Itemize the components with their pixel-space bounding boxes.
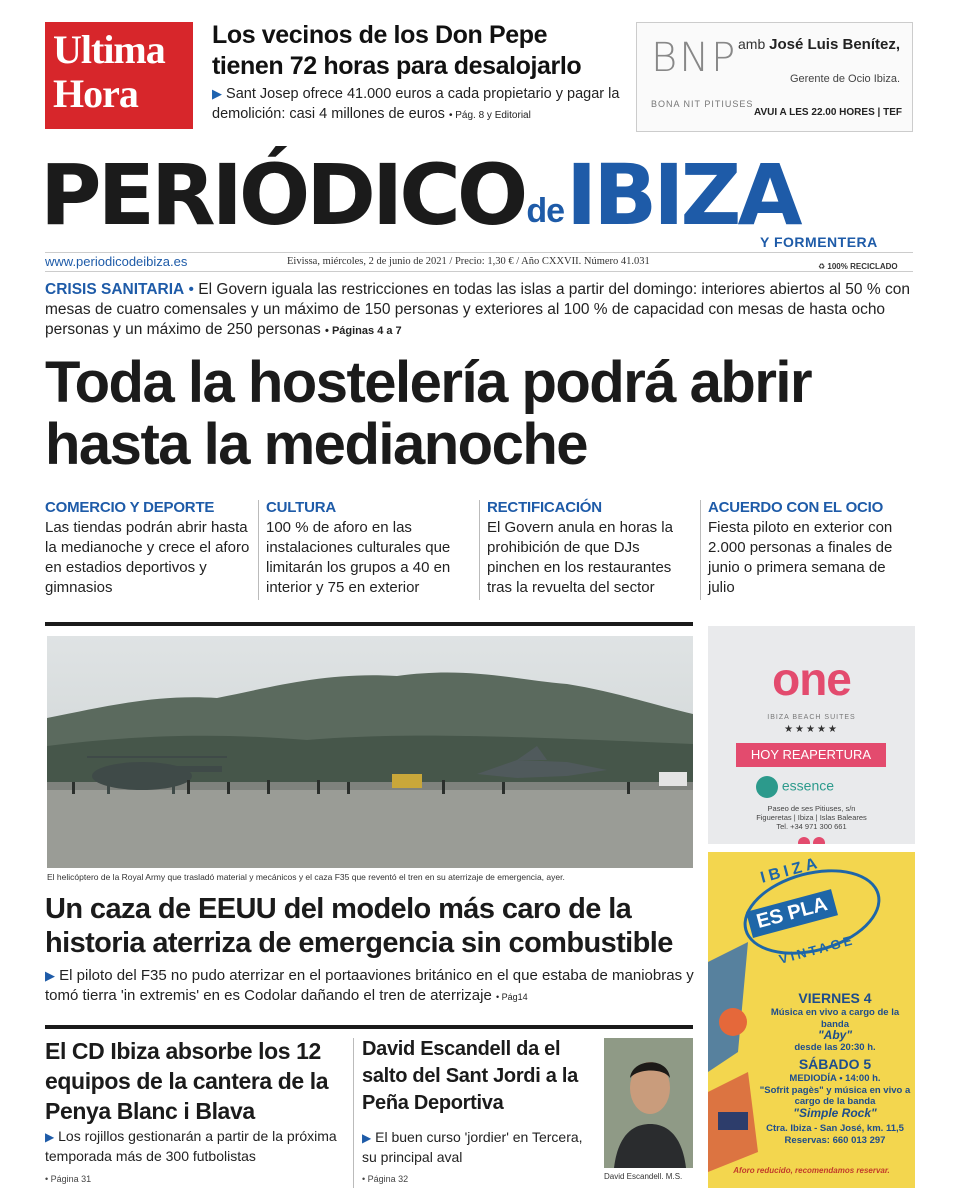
main-headline[interactable]: Toda la hostelería podrá abrir hasta la medianoche: [45, 350, 812, 477]
star-rating-icon: ★★★★★: [784, 724, 839, 735]
site-url-link[interactable]: www.periodicodeibiza.es: [45, 254, 188, 269]
facebook-icon: [798, 837, 810, 844]
bnp-host: [738, 35, 900, 54]
essence-circle-icon: [756, 776, 778, 798]
f35-ref: • Pág14: [495, 992, 528, 1002]
ad-one-logo: one: [772, 653, 851, 705]
f35-body: [45, 966, 695, 1007]
escandell-body-text: El buen curso 'jordier' en Tercera, su principal aval: [362, 1129, 583, 1165]
top-subhead: [212, 84, 622, 126]
triangle-bullet-icon: ▶: [45, 968, 55, 983]
vintage-schedule: VIERNES 4 Música en vivo a cargo de la banda "Aby" desde las 20:30 h. SÁBADO 5 MEDIODÍA • 14:00 h. "Sofrit pagès" y música en vivo a cargo de la banda "Simple Rock" Ctra. Ibiza - San José, km. 11,5 Reservas: 660 013 297: [759, 990, 911, 1146]
bnp-ad[interactable]: [636, 22, 913, 132]
column-divider: [258, 500, 259, 600]
column-divider: [353, 1038, 354, 1188]
vintage-footnote: Aforo reducido, recomendamos reservar.: [733, 1166, 890, 1175]
crisis-lead: [45, 280, 915, 341]
escandell-photo[interactable]: [604, 1038, 693, 1168]
bnp-schedule: AVUI A LES 22.00 HORES | TEF: [753, 107, 902, 118]
masthead[interactable]: [40, 146, 799, 244]
cd-ibiza-page: • Página 31: [45, 1174, 92, 1184]
dateline: Eivissa, miércoles, 2 de junio de 2021 / Precio: 1,30 € / Año CXXVII. Número 41.031: [287, 256, 650, 267]
column-title: CULTURA: [266, 499, 336, 516]
escandell-photo-caption: David Escandell. M.S.: [604, 1172, 683, 1181]
ultima-hora-label: [45, 22, 193, 129]
escandell-page: • Página 32: [362, 1174, 409, 1184]
masthead-tagline: Y FORMENTERA: [760, 234, 878, 250]
ad-one-reopening: HOY REAPERTURA: [736, 743, 886, 767]
triangle-bullet-icon: ▶: [362, 1131, 372, 1145]
bnp-logo-sub: BONA NIT PITIUSES: [651, 99, 754, 109]
recycled-badge: ♻ 100% RECICLADO: [818, 262, 898, 271]
portrait-illustration: [604, 1038, 693, 1168]
bullet-dot-icon: •: [188, 281, 194, 298]
ad-one-address: Paseo de ses Pitiuses, s/n Figueretas | Ibiza | Islas Baleares Tel. +34 971 300 661: [708, 804, 915, 844]
cd-ibiza-body-text: Los rojillos gestionarán a partir de la próxima temporada más de 300 futbolistas: [45, 1128, 337, 1164]
masthead-periodico: PERIÓDICO: [40, 146, 525, 244]
masthead-de: de: [526, 192, 565, 230]
escandell-headline[interactable]: David Escandell da el salto del Sant Jordi a la Peña Deportiva: [362, 1038, 578, 1114]
column-cultura[interactable]: [266, 498, 474, 598]
top-headline[interactable]: Los vecinos de los Don Pepe tienen 72 horas para desalojarlo: [212, 21, 582, 80]
cd-ibiza-headline[interactable]: El CD Ibiza absorbe los 12 equipos de la cantera de la Penya Blanc i Blava: [45, 1038, 329, 1124]
f35-photo[interactable]: [47, 636, 693, 868]
column-divider: [700, 500, 701, 600]
ad-essence-logo: essence: [756, 776, 834, 798]
vintage-espla: ES PLA: [746, 889, 838, 938]
column-text: Fiesta piloto en exterior con 2.000 personas a finales de junio o primera semana de julio: [708, 519, 893, 596]
ultima-hora-line2: Hora: [53, 71, 138, 116]
cd-ibiza-body: [45, 1127, 350, 1166]
ultima-hora-line1: Ultima: [53, 27, 165, 72]
f35-headline[interactable]: Un caza de EEUU del modelo más caro de la historia aterriza de emergencia sin combustible: [45, 893, 673, 959]
column-title: RECTIFICACIÓN: [487, 499, 602, 516]
column-comercio[interactable]: [45, 498, 253, 598]
column-acuerdo[interactable]: [708, 498, 916, 598]
column-text: El Govern anula en horas la prohibición de que DJs pinchen en los restaurantes tras la revuelta del sector: [487, 519, 673, 596]
bnp-host-role: Gerente de Ocio Ibiza.: [789, 73, 900, 85]
airfield-illustration: [47, 636, 693, 868]
ad-one-sub: IBIZA BEACH SUITES: [767, 714, 856, 721]
column-divider: [479, 500, 480, 600]
bnp-logo: BNP: [651, 35, 738, 81]
escandell-body: [362, 1128, 592, 1167]
column-text: 100 % de aforo en las instalaciones culturales que limitarán los grupos a 40 en interior y 75 en exterior: [266, 519, 451, 596]
top-subhead-text: Sant Josep ofrece 41.000 euros a cada propietario y pagar la demolición: casi 4 millones de euros: [212, 86, 620, 122]
vintage-word: VINTAGE: [777, 932, 857, 967]
instagram-icon: [813, 837, 825, 844]
section-rule: [45, 622, 693, 626]
f35-body-text: El piloto del F35 no pudo aterrizar en el portaaviones británico en el que estaba de maniobras y tomó tierra 'in extremis' en es Codolar dañando el tren de aterrizaje: [45, 967, 694, 1004]
column-title: COMERCIO Y DEPORTE: [45, 499, 215, 516]
crisis-kicker: CRISIS SANITARIA: [45, 281, 185, 298]
column-rectificacion[interactable]: [487, 498, 695, 598]
masthead-ibiza: IBIZA: [566, 146, 799, 244]
bnp-host-prefix: amb: [738, 36, 766, 52]
top-subhead-ref: • Pág. 8 y Editorial: [448, 110, 531, 121]
vintage-ibiza: IBIZA: [758, 854, 823, 887]
section-rule: [45, 1025, 693, 1029]
ad-ibiza-es-pla-vintage[interactable]: [708, 852, 915, 1188]
triangle-bullet-icon: ▶: [212, 86, 222, 101]
bnp-host-name: José Luis Benítez,: [769, 36, 900, 53]
column-title: ACUERDO CON EL OCIO: [708, 499, 884, 516]
ad-one-essence[interactable]: [708, 626, 915, 844]
crisis-pages: • Páginas 4 a 7: [325, 325, 402, 337]
triangle-bullet-icon: ▶: [45, 1130, 55, 1144]
crisis-text: El Govern iguala las restricciones en todas las islas a partir del domingo: interiores abiertos al 50 % con mesas de cuatro comensales y un máximo de 150 personas y exteriores al 100 % de capacidad con mesas de hasta ocho personas y un máximo de 250 personas: [45, 281, 910, 338]
column-text: Las tiendas podrán abrir hasta la medianoche y crece el aforo en estadios deportivos y gimnasios: [45, 519, 250, 596]
photo-caption: El helicóptero de la Royal Army que trasladó material y mecánicos y el caza F35 que reventó el tren en su aterrizaje de emergencia, ayer.: [47, 872, 565, 882]
